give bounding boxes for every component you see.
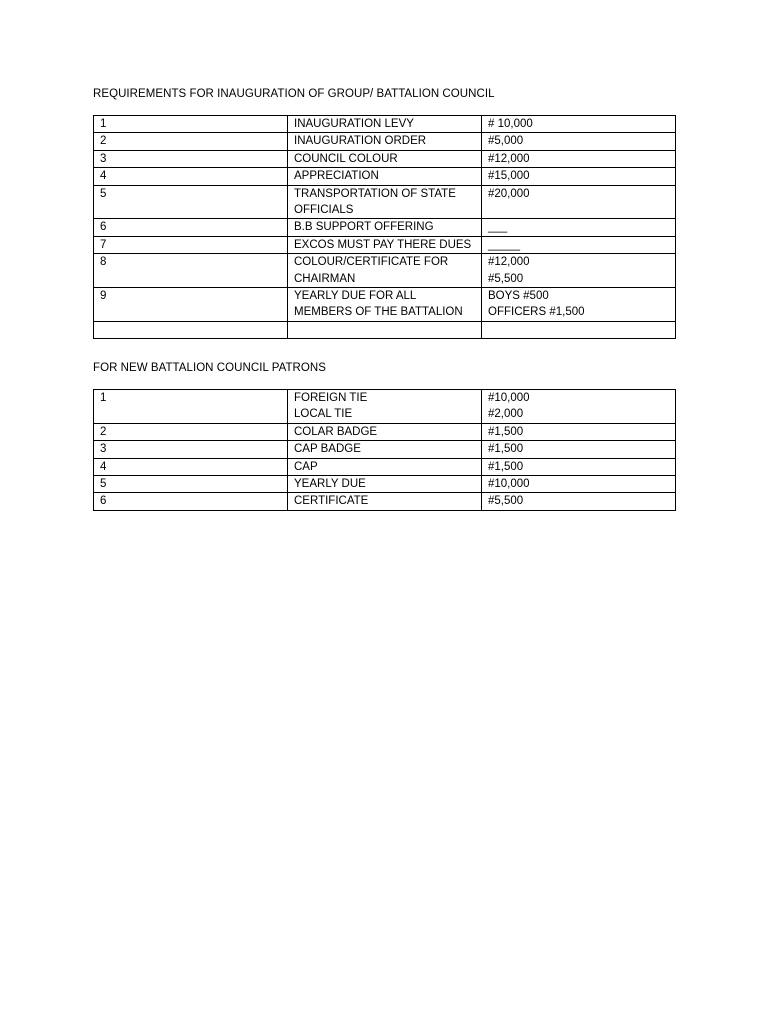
- amount-cell: #1,500: [482, 423, 676, 440]
- table-row: [94, 458, 676, 475]
- requirement-item-cell: YEARLY DUE FOR ALL MEMBERS OF THE BATTALION: [288, 288, 482, 322]
- amount-cell: #20,000: [482, 185, 676, 219]
- requirement-item-cell: COLOUR/CERTIFICATE FOR CHAIRMAN: [288, 254, 482, 288]
- table-row: [94, 150, 676, 167]
- table-row: [94, 236, 676, 253]
- row-number-cell: 1: [94, 116, 288, 133]
- amount-cell: #10,000 #2,000: [482, 390, 676, 424]
- table-row: [94, 423, 676, 440]
- row-number-cell: [94, 321, 288, 338]
- requirement-item-cell: INAUGURATION LEVY: [288, 116, 482, 133]
- requirement-item-cell: B.B SUPPORT OFFERING: [288, 219, 482, 236]
- row-number-cell: 3: [94, 150, 288, 167]
- amount-cell: #12,000: [482, 150, 676, 167]
- amount-cell: #12,000 #5,500: [482, 254, 676, 288]
- row-number-cell: 3: [94, 441, 288, 458]
- row-number-cell: 5: [94, 476, 288, 493]
- patron-item-cell: CAP BADGE: [288, 441, 482, 458]
- row-number-cell: 7: [94, 236, 288, 253]
- amount-cell: BOYS #500 OFFICERS #1,500: [482, 288, 676, 322]
- table-row: [94, 476, 676, 493]
- inauguration-requirements-table: [93, 115, 676, 339]
- table-row: [94, 116, 676, 133]
- row-number-cell: 8: [94, 254, 288, 288]
- patron-item-cell: CAP: [288, 458, 482, 475]
- amount-cell: [482, 321, 676, 338]
- table-row: [94, 390, 676, 424]
- table-row: [94, 288, 676, 322]
- requirement-item-cell: COUNCIL COLOUR: [288, 150, 482, 167]
- row-number-cell: 4: [94, 458, 288, 475]
- row-number-cell: 6: [94, 219, 288, 236]
- amount-cell: #5,000: [482, 133, 676, 150]
- table-row: [94, 219, 676, 236]
- table-row-empty: [94, 321, 676, 338]
- row-number-cell: 1: [94, 390, 288, 424]
- patrons-table: [93, 389, 676, 511]
- requirement-item-cell: APPRECIATION: [288, 168, 482, 185]
- patron-item-cell: FOREIGN TIE LOCAL TIE: [288, 390, 482, 424]
- row-number-cell: 2: [94, 423, 288, 440]
- row-number-cell: 4: [94, 168, 288, 185]
- patron-item-cell: YEARLY DUE: [288, 476, 482, 493]
- table-row: [94, 133, 676, 150]
- amount-cell: #1,500: [482, 441, 676, 458]
- amount-cell: # 10,000: [482, 116, 676, 133]
- amount-cell: ___: [482, 219, 676, 236]
- patron-item-cell: CERTIFICATE: [288, 493, 482, 510]
- section-heading-inauguration-requirements: REQUIREMENTS FOR INAUGURATION OF GROUP/ BATTALION COUNCIL: [93, 88, 495, 100]
- table-row: [94, 168, 676, 185]
- amount-cell: _____: [482, 236, 676, 253]
- row-number-cell: 9: [94, 288, 288, 322]
- patron-item-cell: COLAR BADGE: [288, 423, 482, 440]
- table-row: [94, 254, 676, 288]
- table-row: [94, 493, 676, 510]
- requirement-item-cell: TRANSPORTATION OF STATE OFFICIALS: [288, 185, 482, 219]
- requirement-item-cell: [288, 321, 482, 338]
- table-row: [94, 185, 676, 219]
- row-number-cell: 6: [94, 493, 288, 510]
- requirement-item-cell: EXCOS MUST PAY THERE DUES: [288, 236, 482, 253]
- amount-cell: #5,500: [482, 493, 676, 510]
- row-number-cell: 2: [94, 133, 288, 150]
- requirement-item-cell: INAUGURATION ORDER: [288, 133, 482, 150]
- section-heading-patrons: FOR NEW BATTALION COUNCIL PATRONS: [93, 362, 326, 374]
- amount-cell: #1,500: [482, 458, 676, 475]
- table-row: [94, 441, 676, 458]
- amount-cell: #10,000: [482, 476, 676, 493]
- row-number-cell: 5: [94, 185, 288, 219]
- amount-cell: #15,000: [482, 168, 676, 185]
